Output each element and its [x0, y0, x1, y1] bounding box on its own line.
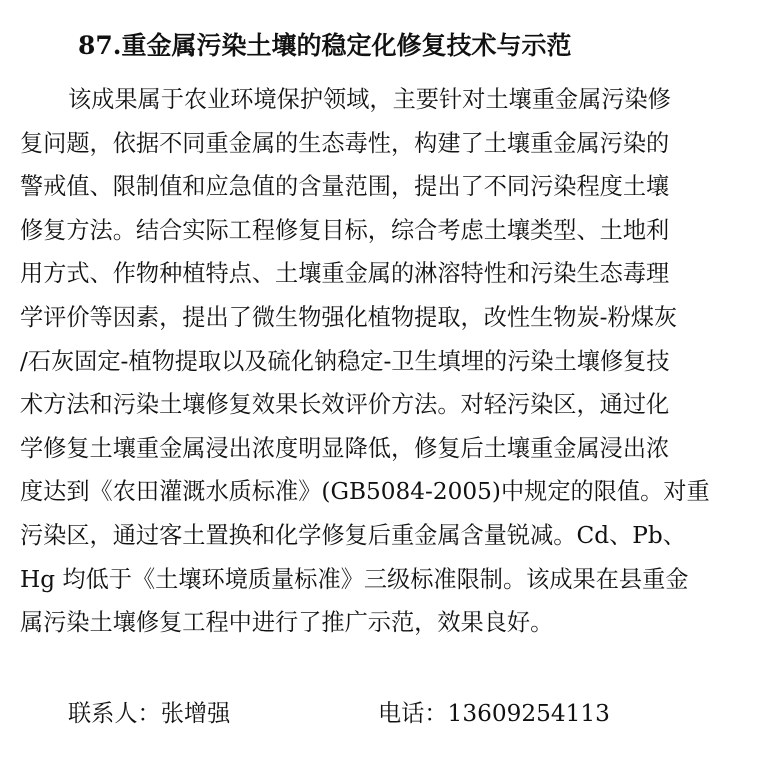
body-line: 警戒值、限制值和应急值的含量范围，提出了不同污染程度土壤 [20, 173, 670, 201]
body-line: 复问题，依据不同重金属的生态毒性，构建了土壤重金属污染的 [20, 129, 670, 157]
contact-person: 联系人：张增强 [68, 700, 231, 727]
body-line: 该成果属于农业环境保护领域，主要针对土壤重金属污染修 [68, 86, 671, 113]
body-paragraph [20, 78, 742, 648]
body-line: 度达到《农田灌溉水质标准》(GB5084-2005)中规定的限值。对重 [20, 478, 710, 506]
body-line: 术方法和污染土壤修复效果长效评价方法。对轻污染区，通过化 [20, 391, 670, 419]
body-line: 修复方法。结合实际工程修复目标，综合考虑土壤类型、土地利 [20, 216, 670, 244]
body-line: /石灰固定-植物提取以及硫化钠稳定-卫生填埋的污染土壤修复技 [20, 347, 670, 375]
body-line: Hg 均低于《土壤环境质量标准》三级标准限制。该成果在县重金 [20, 565, 689, 593]
body-line: 用方式、作物种植特点、土壤重金属的淋溶特性和污染生态毒理 [20, 260, 670, 288]
body-line: 学修复土壤重金属浸出浓度明显降低，修复后土壤重金属浸出浓 [20, 434, 670, 462]
body-line: 学评价等因素，提出了微生物强化植物提取，改性生物炭-粉煤灰 [20, 303, 678, 331]
body-line: 属污染土壤修复工程中进行了推广示范，效果良好。 [20, 609, 554, 637]
contact-phone: 电话：13609254113 [378, 700, 610, 727]
body-line: 污染区，通过客土置换和化学修复后重金属含量锐减。Cd、Pb、 [20, 521, 686, 549]
document-title: 87.重金属污染土壤的稳定化修复技术与示范 [78, 31, 572, 60]
